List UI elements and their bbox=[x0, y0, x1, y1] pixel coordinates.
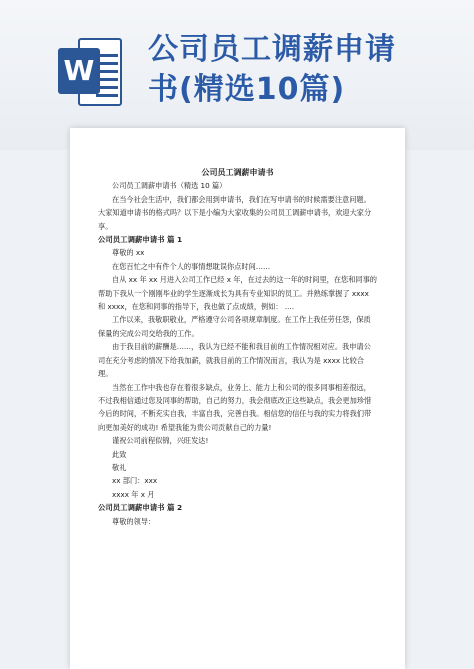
document-preview[interactable] bbox=[70, 128, 405, 669]
page-title bbox=[148, 30, 458, 110]
page-title-line-1: 公司员工调薪申请 bbox=[148, 32, 396, 67]
paragraph-3: 工作以来，我敬职敬业，严格遵守公司各项规章制度。在工作上我任劳任怨，保质保量的完成公司交给我的工作。 bbox=[98, 315, 371, 338]
page-title-line-2: 书(精选10篇) bbox=[148, 72, 346, 107]
intro-paragraph: 在当今社会生活中，我们都会用到申请书，我们在写申请书的时候需要注意问题。大家知道申请书的格式吗？以下是小编为大家收集的公司员工调薪申请书，欢迎大家分享。 bbox=[98, 194, 372, 231]
document-subtitle: 公司员工调薪申请书（精选 10 篇） bbox=[112, 181, 227, 191]
document-title: 公司员工调薪申请书 bbox=[201, 168, 274, 177]
paragraph-2: 自从 xx 年 xx 月进入公司工作已经 x 年，在过去的这一年的时间里，在您和同事的帮助下我从一个刚刚毕业的学生逐渐成长为具有专业知识的员工。并熟练掌握了 xxxx 和 xxxx，在您和同事的指导下，我也做了点成绩，例如： .... bbox=[98, 275, 377, 312]
salutation-1: 尊敬的 xx bbox=[112, 248, 145, 258]
salutation-2: 尊敬的领导： bbox=[112, 516, 156, 526]
closing-2: 敬礼 bbox=[112, 462, 127, 472]
department-signature: xx 部门：xxx bbox=[112, 476, 158, 486]
document-body bbox=[70, 128, 405, 528]
signature-date: xxxx 年 x 月 bbox=[112, 489, 155, 499]
closing-1: 此致 bbox=[112, 449, 127, 459]
paragraph-4: 由于我目前的薪酬是……，我认为已经不能和我目前的工作情况相对应。我申请公司在充分考虑的情况下给我加薪，就我目前的工作情况而言，我认为是 xxxx 比较合理。 bbox=[98, 342, 371, 379]
section-heading-1: 公司员工调薪申请书 篇 1 bbox=[98, 235, 183, 245]
paragraph-6: 谨祝公司前程似锦，兴旺发达! bbox=[112, 436, 209, 446]
word-letter: W bbox=[58, 48, 100, 94]
paragraph-1: 在您百忙之中有件个人的事情想耽误你点时间…… bbox=[112, 261, 271, 271]
word-document-icon bbox=[58, 34, 124, 110]
section-heading-2: 公司员工调薪申请书 篇 2 bbox=[98, 503, 183, 513]
paragraph-5: 当然在工作中我也存在着很多缺点，业务上、能力上和公司的很多同事相差很远，不过我相信通过您及同事的帮助，自己的努力，我会彻底改正这些缺点，我会更加珍惜今后的时间，不断充实自我，丰富自我，完善自我。相信您的信任与我的实力将我们带向更加美好的成功! 希望我能为贵公司贡献自己的力量! bbox=[98, 382, 372, 432]
